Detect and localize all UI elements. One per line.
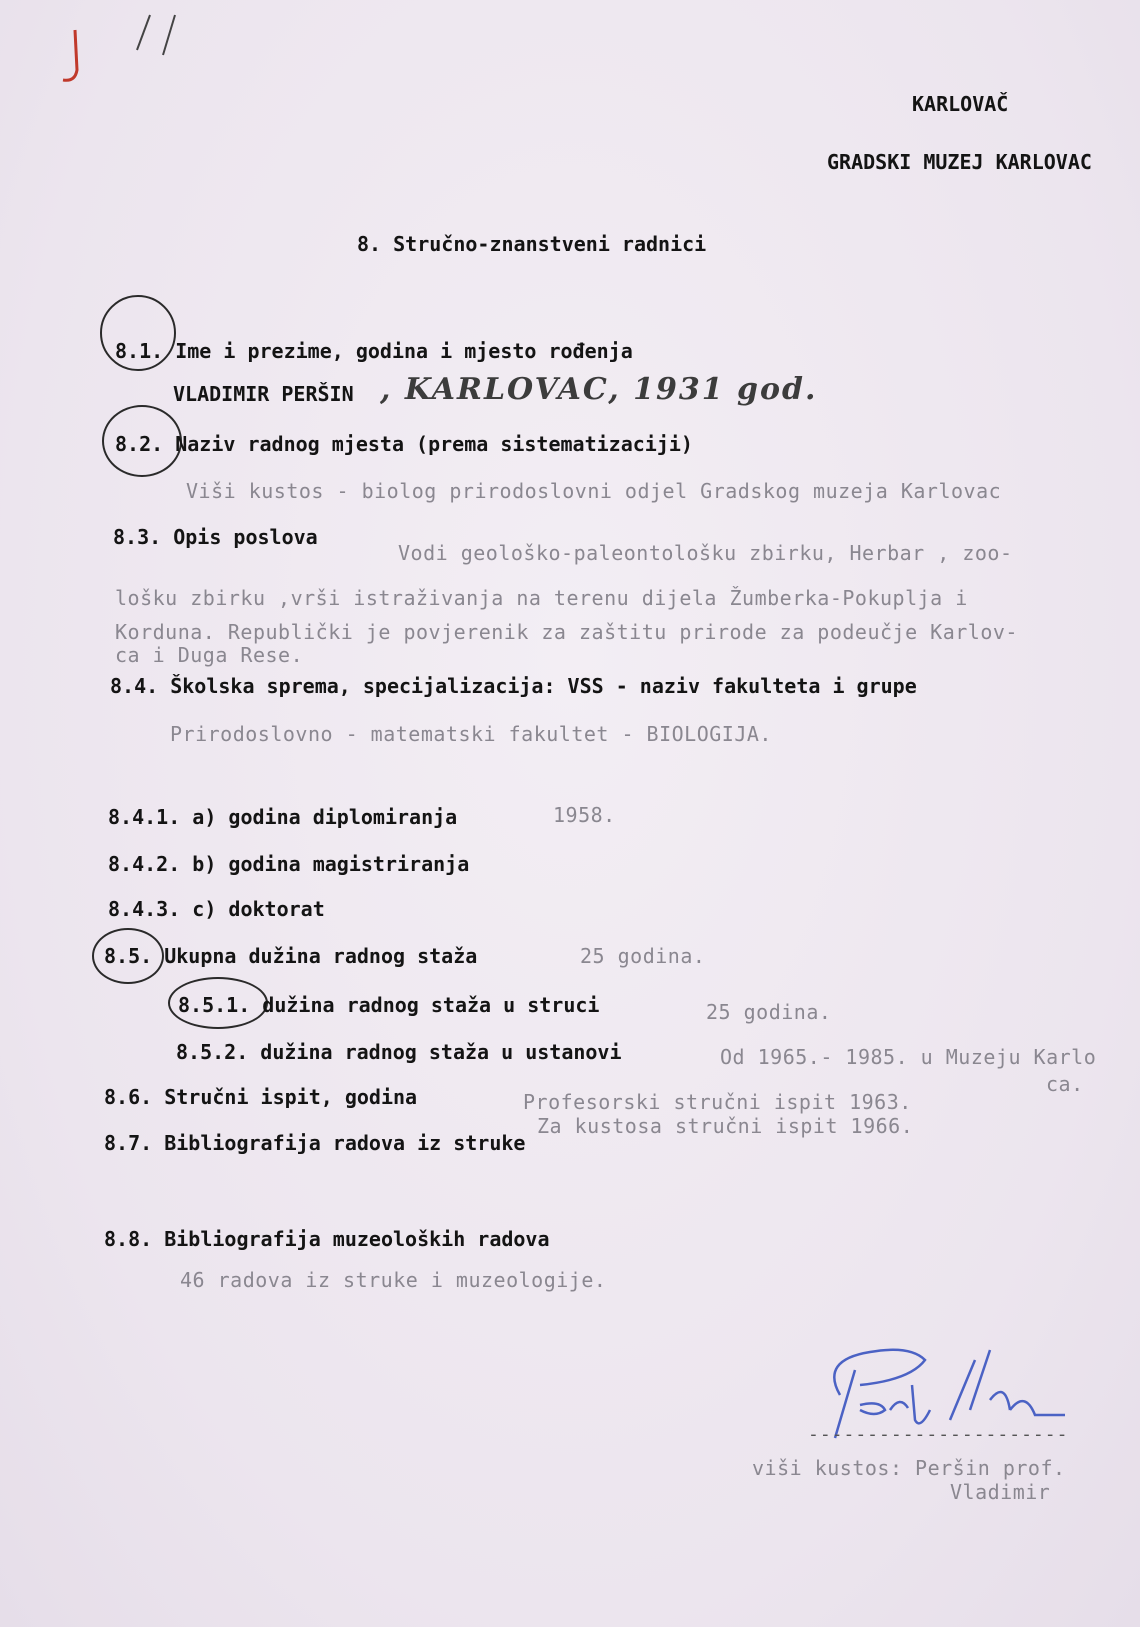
signature-line1: viši kustos: Peršin prof. bbox=[752, 1456, 1066, 1480]
item-8-5-2-value-line1: Od 1965.- 1985. u Muzeju Karlo bbox=[720, 1045, 1097, 1069]
header-city: KARLOVAČ bbox=[912, 92, 1009, 116]
item-8-4-2-label: 8.4.2. b) godina magistriranja bbox=[108, 852, 470, 876]
item-8-3-label: 8.3. Opis poslova bbox=[113, 525, 318, 549]
item-8-3-value-line1: Vodi geološko-paleontološku zbirku, Herbar , zoo- bbox=[398, 541, 1013, 565]
item-8-5-2-value-line2: ca. bbox=[1046, 1072, 1084, 1096]
item-8-1-label: 8.1. Ime i prezime, godina i mjesto rođenja bbox=[115, 339, 633, 363]
signature-dashes: ---------------------- bbox=[808, 1424, 1069, 1445]
item-8-6-label: 8.6. Stručni ispit, godina bbox=[104, 1085, 418, 1109]
section-title: 8. Stručno-znanstveni radnici bbox=[357, 232, 707, 256]
item-8-7-label: 8.7. Bibliografija radova iz struke bbox=[104, 1131, 526, 1155]
item-8-4-value: Prirodoslovno - matematski fakultet - BIOLOGIJA. bbox=[170, 722, 772, 746]
item-8-2-label: 8.2. Naziv radnog mjesta (prema sistematizaciji) bbox=[115, 432, 693, 456]
item-8-5-1-value: 25 godina. bbox=[706, 1000, 832, 1024]
item-8-5-2-label: 8.5.2. dužina radnog staža u ustanovi bbox=[176, 1040, 622, 1064]
signature-line2: Vladimir bbox=[950, 1480, 1051, 1504]
item-8-6-value-line1: Profesorski stručni ispit 1963. bbox=[523, 1090, 912, 1114]
item-8-3-value-line3: Korduna. Republički je povjerenik za zaštitu prirode za podeučje Karlov- bbox=[115, 620, 1018, 644]
item-8-5-1-label: 8.5.1. dužina radnog staža u struci bbox=[178, 993, 600, 1017]
item-8-4-label: 8.4. Školska sprema, specijalizacija: VSS - naziv fakulteta i grupe bbox=[110, 674, 917, 698]
item-8-4-1-value: 1958. bbox=[553, 803, 616, 827]
header-institution: GRADSKI MUZEJ KARLOVAC bbox=[827, 150, 1092, 174]
item-8-1-handwritten: , KARLOVAC, 1931 god. bbox=[380, 372, 818, 407]
item-8-5-value: 25 godina. bbox=[580, 944, 706, 968]
corner-marks-icon bbox=[55, 10, 195, 90]
item-8-8-label: 8.8. Bibliografija muzeoloških radova bbox=[104, 1227, 550, 1251]
item-8-3-value-line2: lošku zbirku ,vrši istraživanja na terenu dijela Žumberka-Pokuplja i bbox=[115, 586, 968, 610]
item-8-3-value-line4: ca i Duga Rese. bbox=[115, 643, 304, 667]
item-8-4-3-label: 8.4.3. c) doktorat bbox=[108, 897, 325, 921]
item-8-4-1-label: 8.4.1. a) godina diplomiranja bbox=[108, 805, 458, 829]
item-8-5-label: 8.5. Ukupna dužina radnog staža bbox=[104, 944, 478, 968]
item-8-1-name: VLADIMIR PERŠIN bbox=[173, 382, 354, 406]
item-8-2-value: Viši kustos - biolog prirodoslovni odjel Gradskog muzeja Karlovac bbox=[186, 479, 1002, 503]
item-8-8-value: 46 radova iz struke i muzeologije. bbox=[180, 1268, 607, 1292]
item-8-6-value-line2: Za kustosa stručni ispit 1966. bbox=[537, 1114, 914, 1138]
